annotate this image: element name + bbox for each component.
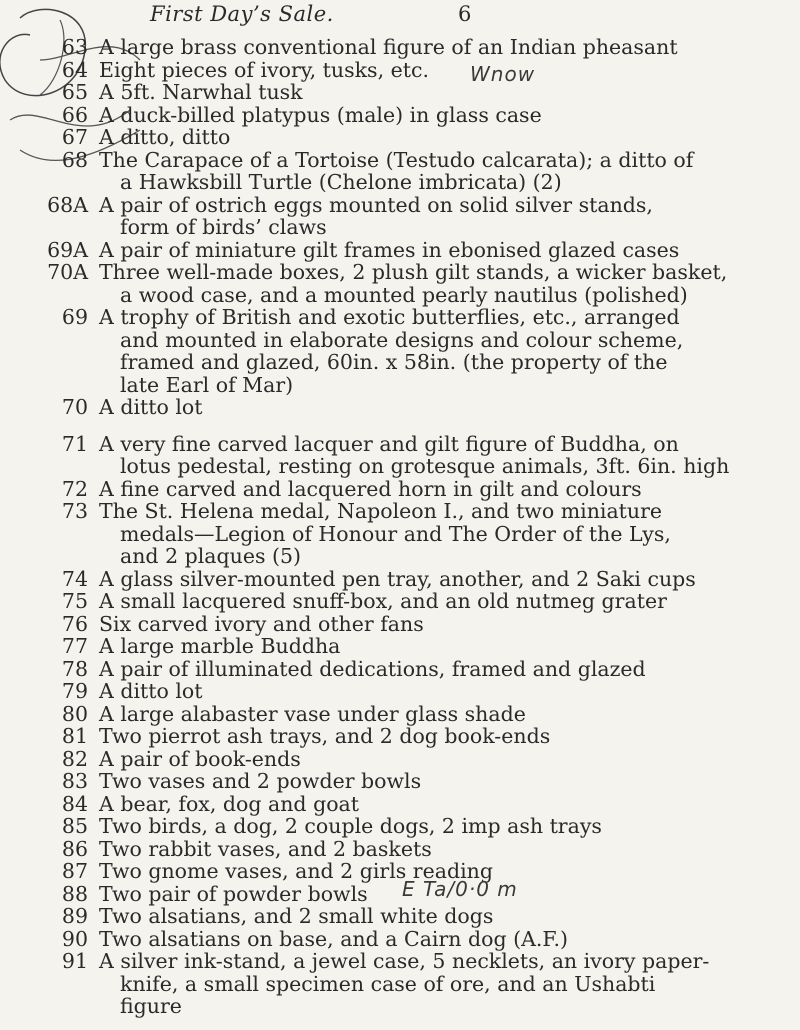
section-gap [0, 419, 800, 433]
lot-entry [0, 613, 800, 636]
lot-entry [0, 478, 800, 501]
lot-description-line: A very fine carved lacquer and gilt figure of Buddha, on [99, 431, 679, 456]
lot-description-line: framed and glazed, 60in. x 58in. (the property of the [120, 350, 668, 374]
lot-entry [0, 306, 800, 396]
lot-description-line: A large brass conventional figure of an Indian pheasant [99, 35, 678, 59]
lot-description-line: and 2 plaques (5) [120, 544, 302, 568]
lot-description-line: A small lacquered snuff-box, and an old nutmeg grater [99, 589, 667, 613]
lot-description-line: Two gnome vases, and 2 girls reading [99, 859, 493, 883]
lot-number: 83 [61, 769, 88, 793]
lot-entry [0, 725, 800, 748]
lot-description-line: Two pierrot ash trays, and 2 dog book-ends [99, 724, 551, 748]
lot-entry [0, 433, 800, 478]
lot-description-line: A ditto lot [99, 395, 203, 419]
page-number: 6 [458, 2, 472, 26]
lot-number: 70 [61, 395, 88, 419]
lot-number: 63 [61, 35, 88, 59]
lot-number: 76 [61, 611, 88, 636]
lot-number: 78 [61, 656, 88, 681]
lot-description-line: A ditto lot [99, 679, 203, 703]
lot-number: 89 [61, 904, 88, 928]
lot-number: 65 [61, 80, 88, 104]
lot-description-line: A pair of illuminated dedications, framed and glazed [99, 656, 646, 681]
lot-number: 71 [61, 431, 88, 456]
lot-entry [0, 703, 800, 726]
lot-number: 80 [61, 701, 88, 726]
lot-number: 67 [61, 125, 88, 149]
lot-entry [0, 104, 800, 127]
lot-description-line: figure [120, 994, 182, 1018]
lot-number: 72 [61, 476, 88, 501]
lot-number: 75 [61, 589, 88, 613]
lot-entry [0, 261, 800, 306]
lot-number: 85 [61, 814, 88, 838]
lot-description-line: A trophy of British and exotic butterflies, etc., arranged [99, 305, 680, 329]
lot-description-line: Two pair of powder bowls [99, 881, 368, 906]
lot-entry [0, 658, 800, 681]
lot-entry [0, 883, 800, 906]
lot-description-line: a wood case, and a mounted pearly nautilus (polished) [120, 282, 688, 307]
lot-entry [0, 860, 800, 883]
lot-description-line: late Earl of Mar) [120, 372, 294, 397]
lot-description-line: A fine carved and lacquered horn in gilt and colours [99, 476, 642, 501]
pencil-note-lot64: Wnow [470, 62, 536, 86]
lot-entry [0, 126, 800, 149]
lot-description-line: Two vases and 2 powder bowls [99, 769, 422, 793]
lot-number: 73 [61, 499, 88, 523]
lot-number: 91 [61, 949, 88, 973]
lot-description-line: A duck-billed platypus (male) in glass case [99, 102, 542, 127]
lot-number: 69 [61, 305, 88, 329]
lot-number: 90 [61, 926, 88, 951]
lot-description-line: The Carapace of a Tortoise (Testudo calcarata); a ditto of [99, 147, 694, 172]
lot-description-line: Two alsatians on base, and a Cairn dog (A.F.) [99, 926, 568, 951]
lot-number: 88 [61, 881, 88, 906]
lot-number: 87 [61, 859, 88, 883]
lot-entry [0, 950, 800, 1018]
lot-entry [0, 748, 800, 771]
lot-entry [0, 59, 800, 82]
lot-description-line: and mounted in elaborate designs and colour scheme, [120, 327, 684, 352]
lot-number: 84 [61, 791, 88, 816]
pencil-note-lot80: E Ta/0·0 m [402, 877, 518, 901]
lot-number: 81 [61, 724, 88, 748]
lot-description-line: A large alabaster vase under glass shade [99, 701, 526, 726]
lot-list [0, 36, 800, 1018]
lot-description-line: A pair of ostrich eggs mounted on solid silver stands, [99, 192, 653, 217]
lot-description-line: A 5ft. Narwhal tusk [99, 80, 303, 104]
page-header [150, 2, 710, 26]
lot-description-line: Three well-made boxes, 2 plush gilt stands, a wicker basket, [99, 260, 728, 284]
lot-description-line: A pair of book-ends [99, 746, 301, 771]
lot-entry [0, 928, 800, 951]
lot-number: 66 [61, 102, 88, 127]
lot-number: 64 [61, 57, 88, 82]
lot-entry [0, 905, 800, 928]
lot-description-line: The St. Helena medal, Napoleon I., and two miniature [99, 499, 663, 523]
lot-entry [0, 239, 800, 262]
page-title: First Day’s Sale. [150, 2, 334, 26]
lot-description-line: A silver ink-stand, a jewel case, 5 necklets, an ivory paper- [99, 949, 710, 973]
lot-description-line: medals—Legion of Honour and The Order of the Lys, [120, 521, 671, 546]
lot-number: 86 [61, 836, 88, 861]
lot-entry [0, 793, 800, 816]
lot-entry [0, 149, 800, 194]
lot-number: 69A [47, 237, 88, 262]
lot-number: 82 [61, 746, 88, 771]
lot-description-line: A pair of miniature gilt frames in ebonised glazed cases [99, 237, 680, 262]
lot-entry [0, 635, 800, 658]
lot-entry [0, 568, 800, 591]
lot-number: 77 [61, 634, 88, 658]
lot-description-line: knife, a small specimen case of ore, and an Ushabti [120, 971, 656, 996]
lot-entry [0, 396, 800, 419]
lot-description-line: A glass silver-mounted pen tray, another, and 2 Saki cups [99, 566, 696, 591]
lot-description-line: A large marble Buddha [99, 634, 341, 658]
lot-entry [0, 770, 800, 793]
lot-number: 68A [47, 192, 88, 217]
lot-number: 79 [61, 679, 88, 703]
lot-description-line: Two alsatians, and 2 small white dogs [99, 904, 494, 928]
lot-entry [0, 838, 800, 861]
lot-entry [0, 680, 800, 703]
lot-entry [0, 815, 800, 838]
lot-description-line: lotus pedestal, resting on grotesque animals, 3ft. 6in. high [120, 454, 730, 478]
lot-description-line: a Hawksbill Turtle (Chelone imbricata) (2) [120, 170, 562, 194]
lot-description-line: form of birds’ claws [120, 215, 327, 239]
lot-number: 70A [47, 260, 88, 284]
lot-entry [0, 590, 800, 613]
lot-description-line: Eight pieces of ivory, tusks, etc. [99, 57, 429, 82]
lot-entry [0, 500, 800, 568]
lot-description-line: A bear, fox, dog and goat [99, 791, 359, 816]
lot-number: 74 [61, 566, 88, 591]
lot-number: 68 [61, 147, 88, 172]
lot-entry [0, 36, 800, 59]
lot-description-line: Six carved ivory and other fans [99, 611, 424, 636]
lot-description-line: Two birds, a dog, 2 couple dogs, 2 imp ash trays [99, 814, 602, 838]
lot-entry [0, 194, 800, 239]
lot-description-line: A ditto, ditto [99, 125, 231, 149]
lot-entry [0, 81, 800, 104]
lot-description-line: Two rabbit vases, and 2 baskets [99, 836, 432, 861]
